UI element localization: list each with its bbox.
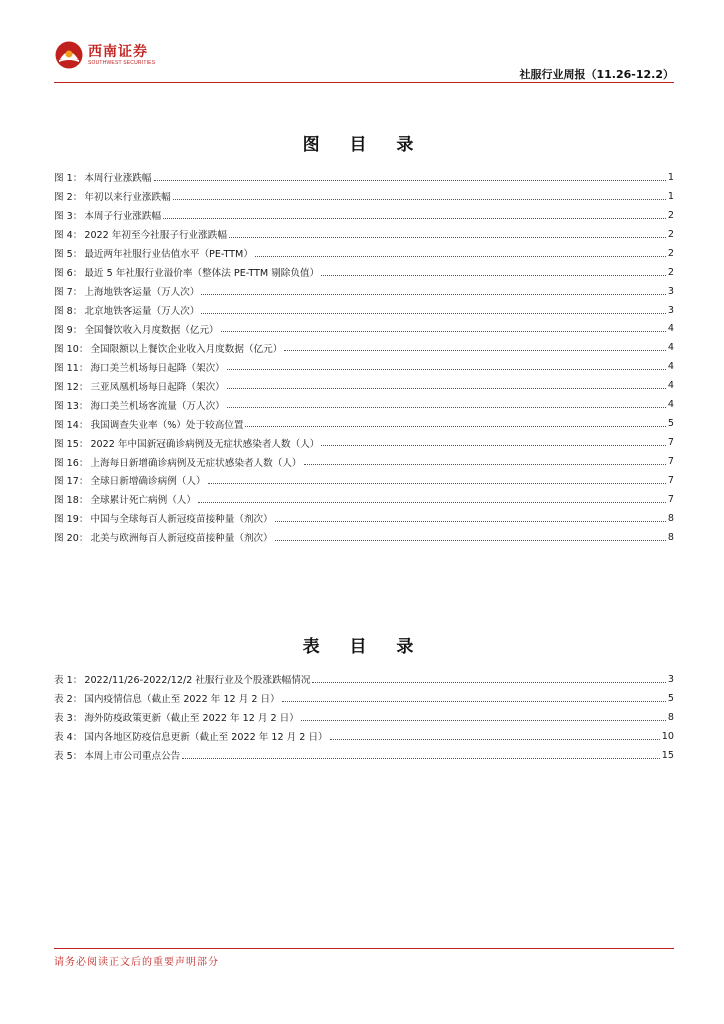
- toc-entry[interactable]: [54, 301, 674, 320]
- entry-label: 图 11：: [54, 362, 89, 374]
- entry-title: 2022/11/26-2022/12/2 社服行业及个股涨跌幅情况: [84, 675, 311, 687]
- entry-label: 表 5：: [54, 751, 83, 763]
- entry-title: 本周行业涨跌幅: [84, 173, 152, 185]
- entry-title: 最近 5 年社服行业溢价率（整体法 PE-TTM 剔除负值）: [84, 268, 320, 280]
- entry-page-number: 8: [667, 531, 674, 543]
- entry-label: 图 15：: [54, 438, 89, 450]
- toc-entry[interactable]: [54, 357, 674, 376]
- entry-label: 图 8：: [54, 306, 83, 318]
- dot-leader: [221, 331, 666, 332]
- entry-page-number: 8: [667, 711, 674, 723]
- entry-label: 图 13：: [54, 400, 89, 412]
- dot-leader: [173, 199, 666, 200]
- table-index-title: 表 目 录: [302, 637, 426, 657]
- dot-leader: [163, 218, 666, 219]
- entry-title: 年初以来行业涨跌幅: [84, 192, 171, 204]
- toc-entry[interactable]: [54, 414, 674, 433]
- company-logo: [54, 40, 155, 70]
- toc-entry[interactable]: [54, 689, 674, 708]
- entry-label: 图 18：: [54, 495, 89, 507]
- entry-title: 国内疫情信息（截止至 2022 年 12 月 2 日）: [84, 694, 280, 706]
- entry-title: 最近两年社服行业估值水平（PE-TTM）: [84, 249, 253, 261]
- entry-page-number: 15: [661, 749, 674, 761]
- logo-name-en: SOUTHWEST SECURITIES: [88, 59, 156, 66]
- dot-leader: [208, 483, 666, 484]
- entry-title: 全球累计死亡病例（人）: [90, 495, 196, 507]
- dot-leader: [275, 521, 666, 522]
- entry-page-number: 1: [667, 171, 674, 183]
- entry-label: 表 4：: [54, 732, 83, 744]
- toc-entry[interactable]: [54, 338, 674, 357]
- entry-page-number: 10: [661, 730, 674, 742]
- entry-page-number: 8: [667, 512, 674, 524]
- entry-title: 北美与欧洲每百人新冠疫苗接种量（剂次）: [90, 533, 273, 545]
- dot-leader: [227, 369, 666, 370]
- entry-page-number: 2: [667, 209, 674, 221]
- logo-name-cn: 西南证券: [88, 43, 148, 60]
- entry-label: 图 5：: [54, 249, 83, 261]
- entry-page-number: 7: [667, 474, 674, 486]
- entry-page-number: 3: [667, 285, 674, 297]
- toc-entry[interactable]: [54, 376, 674, 395]
- entry-label: 图 1：: [54, 173, 83, 185]
- entry-page-number: 1: [667, 190, 674, 202]
- dot-leader: [198, 502, 666, 503]
- dot-leader: [312, 682, 665, 683]
- entry-label: 图 19：: [54, 514, 89, 526]
- entry-label: 图 4：: [54, 230, 83, 242]
- toc-entry[interactable]: [54, 452, 674, 471]
- entry-label: 图 16：: [54, 457, 89, 469]
- header-divider: [54, 82, 674, 83]
- logo-emblem-icon: [54, 40, 84, 70]
- dot-leader: [301, 720, 666, 721]
- dot-leader: [245, 426, 665, 427]
- page-header: [54, 40, 674, 80]
- toc-entry[interactable]: [54, 187, 674, 206]
- entry-title: 全国限额以上餐饮企业收入月度数据（亿元）: [90, 343, 283, 355]
- dot-leader: [201, 294, 665, 295]
- dot-leader: [284, 350, 666, 351]
- dot-leader: [154, 180, 666, 181]
- entry-page-number: 2: [667, 247, 674, 259]
- entry-title: 本周子行业涨跌幅: [84, 211, 162, 223]
- entry-title: 上海地铁客运量（万人次）: [84, 287, 200, 299]
- table-index-list: [54, 670, 674, 765]
- entry-title: 国内各地区防疫信息更新（截止至 2022 年 12 月 2 日）: [84, 732, 328, 744]
- entry-page-number: 7: [667, 437, 674, 449]
- entry-page-number: 5: [667, 418, 674, 430]
- dot-leader: [330, 739, 660, 740]
- entry-label: 图 12：: [54, 381, 89, 393]
- entry-page-number: 4: [667, 399, 674, 411]
- toc-entry[interactable]: [54, 746, 674, 765]
- entry-page-number: 4: [667, 323, 674, 335]
- entry-title: 海口美兰机场客流量（万人次）: [90, 400, 225, 412]
- entry-title: 本周上市公司重点公告: [84, 751, 181, 763]
- toc-entry[interactable]: [54, 509, 674, 528]
- entry-label: 图 20：: [54, 533, 89, 545]
- dot-leader: [282, 701, 666, 702]
- figure-index-list: [54, 168, 674, 547]
- entry-label: 图 9：: [54, 324, 83, 336]
- toc-entry[interactable]: [54, 528, 674, 547]
- entry-page-number: 7: [667, 456, 674, 468]
- entry-page-number: 4: [667, 361, 674, 373]
- entry-page-number: 3: [667, 673, 674, 685]
- toc-entry[interactable]: [54, 282, 674, 301]
- toc-entry[interactable]: [54, 206, 674, 225]
- entry-label: 图 3：: [54, 211, 83, 223]
- dot-leader: [182, 758, 660, 759]
- toc-entry[interactable]: [54, 320, 674, 339]
- entry-title: 我国调查失业率（%）处于较高位置: [90, 419, 244, 431]
- entry-label: 图 17：: [54, 476, 89, 488]
- entry-label: 表 1：: [54, 675, 83, 687]
- dot-leader: [201, 313, 665, 314]
- entry-label: 表 2：: [54, 694, 83, 706]
- toc-entry[interactable]: [54, 727, 674, 746]
- entry-title: 2022 年初至今社服子行业涨跌幅: [84, 230, 227, 242]
- entry-title: 上海每日新增确诊病例及无症状感染者人数（人）: [90, 457, 302, 469]
- entry-title: 三亚凤凰机场每日起降（架次）: [90, 381, 225, 393]
- dot-leader: [227, 407, 666, 408]
- figure-index-title: 图 目 录: [302, 135, 426, 155]
- toc-entry[interactable]: [54, 225, 674, 244]
- dot-leader: [304, 464, 666, 465]
- report-title: 社服行业周报（11.26-12.2）: [519, 68, 674, 81]
- entry-title: 2022 年中国新冠确诊病例及无症状感染者人数（人）: [90, 438, 320, 450]
- toc-entry[interactable]: [54, 244, 674, 263]
- toc-entry[interactable]: [54, 471, 674, 490]
- toc-entry[interactable]: [54, 168, 674, 187]
- entry-title: 北京地铁客运量（万人次）: [84, 306, 200, 318]
- footer-disclaimer: 请务必阅读正文后的重要声明部分: [54, 957, 219, 968]
- entry-label: 图 10：: [54, 343, 89, 355]
- toc-entry[interactable]: [54, 670, 674, 689]
- entry-label: 图 7：: [54, 287, 83, 299]
- entry-title: 全球日新增确诊病例（人）: [90, 476, 206, 488]
- entry-label: 图 2：: [54, 192, 83, 204]
- entry-title: 全国餐饮收入月度数据（亿元）: [84, 324, 219, 336]
- entry-page-number: 5: [667, 692, 674, 704]
- entry-page-number: 4: [667, 380, 674, 392]
- dot-leader: [275, 540, 666, 541]
- entry-page-number: 2: [667, 228, 674, 240]
- entry-label: 表 3：: [54, 713, 83, 725]
- dot-leader: [227, 388, 666, 389]
- toc-entry[interactable]: [54, 708, 674, 727]
- toc-entry[interactable]: [54, 263, 674, 282]
- entry-page-number: 4: [667, 342, 674, 354]
- toc-entry[interactable]: [54, 395, 674, 414]
- toc-entry[interactable]: [54, 433, 674, 452]
- dot-leader: [321, 445, 666, 446]
- entry-page-number: 2: [667, 266, 674, 278]
- dot-leader: [321, 275, 666, 276]
- entry-page-number: 7: [667, 493, 674, 505]
- toc-entry[interactable]: [54, 490, 674, 509]
- entry-title: 海口美兰机场每日起降（架次）: [90, 362, 225, 374]
- entry-label: 图 6：: [54, 268, 83, 280]
- dot-leader: [229, 237, 666, 238]
- entry-label: 图 14：: [54, 419, 89, 431]
- entry-title: 中国与全球每百人新冠疫苗接种量（剂次）: [90, 514, 273, 526]
- entry-page-number: 3: [667, 304, 674, 316]
- footer-divider: [54, 948, 674, 949]
- dot-leader: [255, 256, 666, 257]
- entry-title: 海外防疫政策更新（截止至 2022 年 12 月 2 日）: [84, 713, 299, 725]
